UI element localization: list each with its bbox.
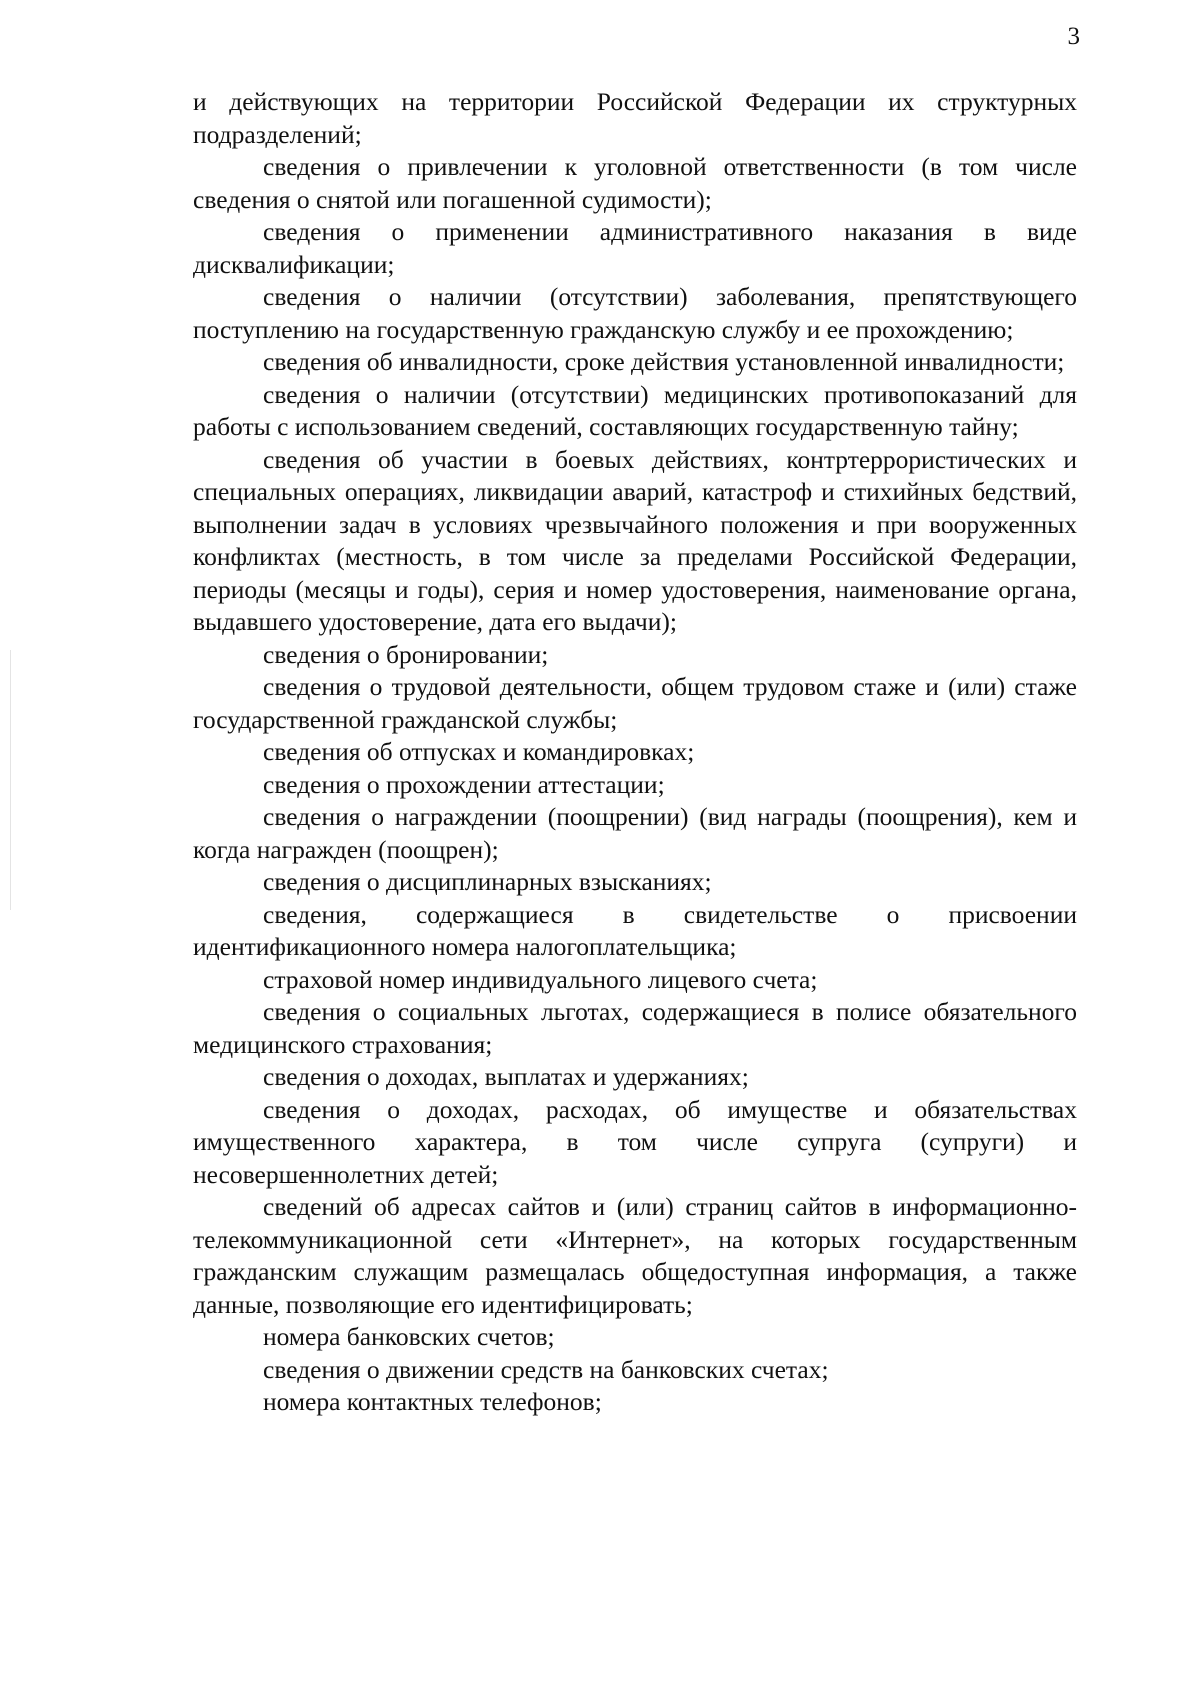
list-item: сведения о трудовой деятельности, общем трудовом стаже и (или) стаже государственной гражданской службы; bbox=[193, 672, 1077, 734]
list-item: сведения, содержащиеся в свидетельстве о присвоении идентификационного номера налогоплательщика; bbox=[193, 899, 1077, 961]
list-item: сведений об адресах сайтов и (или) страниц сайтов в информационно-телекоммуникационной сети «Интернет», на которых государственным гражданским служащим размещалась общедоступная информация, а также данные, позволяющие его идентифицировать; bbox=[193, 1192, 1077, 1319]
list-item: сведения о движении средств на банковских счетах; bbox=[263, 1354, 829, 1384]
list-item: страховой номер индивидуального лицевого счета; bbox=[263, 964, 818, 994]
list-item: сведения о доходах, расходах, об имуществе и обязательствах имущественного характера, в том числе супруга (супруги) и несовершеннолетних детей; bbox=[193, 1094, 1077, 1189]
document-body bbox=[193, 86, 1077, 1419]
list-item: сведения о дисциплинарных взысканиях; bbox=[263, 867, 712, 896]
list-item: сведения о доходах, выплатах и удержаниях; bbox=[263, 1062, 749, 1091]
list-item: сведения о социальных льготах, содержащиеся в полисе обязательного медицинского страхования; bbox=[193, 997, 1077, 1059]
list-item: сведения о применении административного наказания в виде дисквалификации; bbox=[193, 217, 1077, 279]
list-item: сведения об отпусках и командировках; bbox=[263, 737, 695, 766]
page-number: 3 bbox=[1067, 23, 1080, 50]
paragraph-continuation: и действующих на территории Российской Федерации их структурных подразделений; bbox=[193, 87, 1077, 149]
list-item: сведения об инвалидности, сроке действия установленной инвалидности; bbox=[263, 347, 1065, 376]
list-item: сведения о наличии (отсутствии) медицинских противопоказаний для работы с использованием сведений, составляющих государственную тайну; bbox=[193, 379, 1077, 441]
list-item: сведения об участии в боевых действиях, контртеррористических и специальных операциях, ликвидации аварий, катастроф и стихийных бедствий, выполнении задач в условиях чрезвычайного положения и при вооруженных конфликтах (местность, в том числе за пределами Российской Федерации, периоды (месяцы и годы), серия и номер удостоверения, наименование органа, выдавшего удостоверение, дата его выдачи); bbox=[193, 444, 1077, 636]
list-item: сведения о наличии (отсутствии) заболевания, препятствующего поступлению на государственную гражданскую службу и ее прохождению; bbox=[193, 282, 1077, 344]
list-item: сведения о привлечении к уголовной ответственности (в том числе сведения о снятой или погашенной судимости); bbox=[193, 152, 1077, 214]
list-item: сведения о прохождении аттестации; bbox=[263, 769, 665, 799]
list-item: сведения о бронировании; bbox=[263, 639, 549, 669]
scan-edge-mark bbox=[10, 650, 11, 910]
list-item: сведения о награждении (поощрении) (вид награды (поощрения), кем и когда награжден (поощрен); bbox=[193, 802, 1077, 864]
list-item: номера банковских счетов; bbox=[263, 1322, 555, 1351]
list-item: номера контактных телефонов; bbox=[263, 1387, 602, 1416]
